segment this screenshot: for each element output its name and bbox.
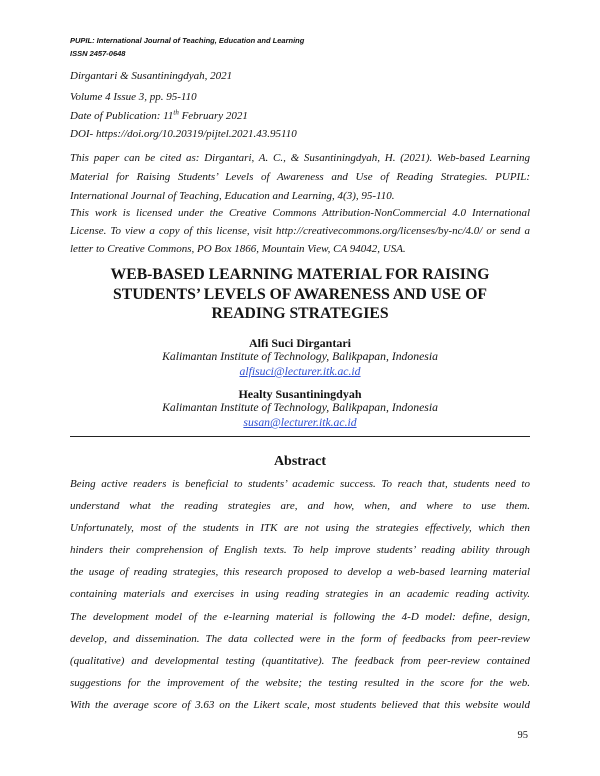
author-affiliation: Kalimantan Institute of Technology, Balikpapan, Indonesia: [162, 401, 438, 414]
abstract-line: Unfortunately, most of the students in ITK are not using the strategies effectively, which then: [70, 522, 530, 535]
abstract-line: The development model of the e-learning material is following the 4-D model: define, design,: [70, 610, 530, 623]
citation-paragraph: [70, 149, 530, 206]
abstract-heading: Abstract: [273, 454, 327, 469]
abstract-body: [70, 473, 530, 716]
abstract-line: the usage of reading strategies, this research proposed to develop a web-based learning material: [70, 566, 530, 579]
author-block-1: [0, 336, 600, 378]
page-number: 95: [517, 730, 528, 741]
citation-line: This paper can be cited as: Dirgantari, A. C., & Susantiningdyah, H. (2021). Web-based Learning: [70, 152, 530, 164]
author-affiliation: Kalimantan Institute of Technology, Balikpapan, Indonesia: [162, 350, 438, 363]
abstract-line: containing materials and exercises in using reading strategies in an academic reading activity.: [70, 588, 530, 601]
publication-date: [70, 109, 530, 123]
license-line: This work is licensed under the Creative Commons Attribution-NonCommercial 4.0 International: [70, 207, 530, 219]
abstract-line: hinders their comprehension of English texts. To help improve students’ reading ability through: [70, 544, 530, 557]
publication-date-month-year: February 2021: [178, 110, 248, 122]
doi-line: DOI- https://doi.org/10.20319/pijtel.2021.43.95110: [70, 128, 297, 140]
volume-info: Volume 4 Issue 3, pp. 95-110: [70, 91, 197, 103]
paper-title-line: READING STRATEGIES: [211, 305, 389, 322]
citation-line: Material for Raising Students’ Levels of Awareness and Use of Reading Strategies. PUPIL:: [70, 171, 530, 183]
section-divider: [70, 436, 530, 437]
license-paragraph: [70, 204, 530, 258]
authors-year: Dirgantari & Susantiningdyah, 2021: [70, 70, 233, 82]
paper-title-line: STUDENTS’ LEVELS OF AWARENESS AND USE OF: [113, 285, 487, 303]
abstract-line: understand what the reading strategies are, and how, when, and where to use them.: [70, 500, 530, 513]
author-name: Healty Susantiningdyah: [238, 387, 362, 401]
journal-issn: ISSN 2457-0648: [70, 49, 126, 58]
journal-title: PUPIL: International Journal of Teaching, Education and Learning: [70, 36, 305, 45]
abstract-line: (qualitative) and developmental testing (quantitative). The feedback from peer-review contained: [70, 654, 530, 667]
abstract-line: Being active readers is beneficial to students’ academic success. To reach that, students need to: [70, 478, 530, 490]
paper-title-line: WEB-BASED LEARNING MATERIAL FOR RAISING: [110, 266, 490, 283]
author-email-link[interactable]: alfisuci@lecturer.itk.ac.id: [239, 365, 361, 378]
abstract-line: develop, and dissemination. The data collected were in the form of feedbacks from peer-review: [70, 632, 530, 645]
abstract-line: suggestions for the improvement of the website; the testing resulted in the score for the web.: [70, 676, 530, 689]
publication-date-prefix: Date of Publication: 11: [70, 110, 174, 122]
author-block-2: [0, 387, 600, 429]
abstract-line: With the average score of 3.63 on the Likert scale, most students believed that this website would: [70, 698, 530, 711]
author-name: Alfi Suci Dirgantari: [249, 336, 351, 350]
publication-date-suffix-sup: th: [173, 108, 179, 117]
license-line: License. To view a copy of this license, visit http://creativecommons.org/licenses/by-nc/4.0/ or send a: [70, 225, 530, 237]
author-email-link[interactable]: susan@lecturer.itk.ac.id: [243, 416, 357, 429]
citation-line: International Journal of Teaching, Education and Learning, 4(3), 95-110.: [70, 190, 395, 202]
paper-title: [0, 265, 600, 324]
license-line: letter to Creative Commons, PO Box 1866, Mountain View, CA 94042, USA.: [70, 243, 406, 255]
